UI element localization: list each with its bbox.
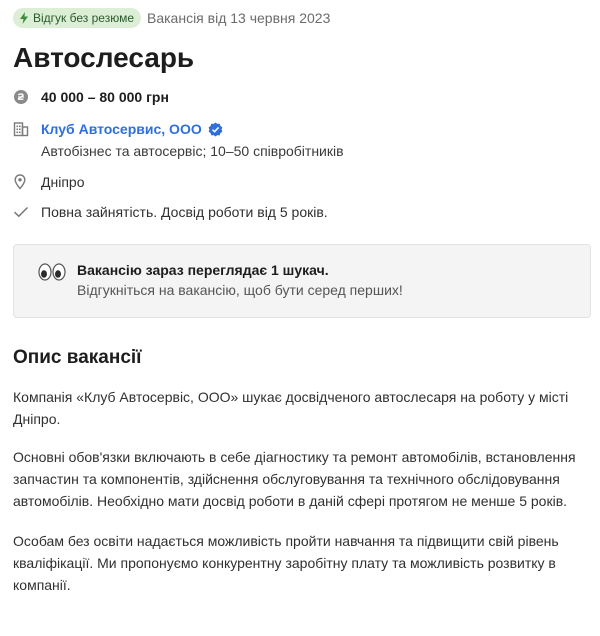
page-title: Автослесарь [13,42,195,73]
coin-icon [13,89,29,105]
company-description: Автобізнес та автосервіс; 10–50 співробітників [41,143,344,159]
building-icon [13,121,29,137]
company-name[interactable]: Клуб Автосервис, ООО [41,121,202,137]
check-icon [13,205,29,219]
viewers-notice [13,244,591,318]
description-heading: Опис вакансії [13,347,142,368]
verified-icon [208,122,223,137]
vacancy-meta [13,6,593,30]
salary-row [13,87,593,109]
salary-range: 40 000 – 80 000 грн [41,89,169,105]
company-row [13,119,593,161]
city-row [13,172,593,192]
notice-title: Вакансію зараз переглядає 1 шукач. [77,262,329,278]
employment-info: Повна зайнятість. Досвід роботи від 5 років. [41,204,328,220]
posted-date: Вакансія від 13 червня 2023 [147,10,331,26]
description-paragraph: Основні обов'язки включають в себе діагностику та ремонт автомобілів, встановлення запчастин та компонентів, здійснення обслуговування та технічного обслідовування автомобілів. Необхідно мати досвід роботи в даній сфері протягом не менше 5 років. [13,449,576,509]
notice-text [77,260,403,300]
eyes-icon [37,262,67,282]
description-paragraph: Особам без освіти надається можливість пройти навчання та підвищити свій рівень кваліфікації. Ми пропонуємо конкурентну заробітну плату та можливість розвитку в компанії. [13,533,559,593]
badge-label: Відгук без резюме [33,11,134,25]
notice-subtitle: Відгукніться на вакансію, щоб бути серед перших! [77,282,403,298]
vacancy-description [13,386,593,596]
vacancy-page [13,0,593,596]
location-pin-icon [13,174,27,190]
company-link[interactable] [41,119,223,139]
company-block [41,119,344,161]
description-paragraph: Компанія «Клуб Автосервіс, ООО» шукає досвідченого автослесаря на роботу у місті Дніпро. [13,389,569,427]
city: Дніпро [41,174,85,190]
no-resume-badge [13,8,141,28]
employment-row [13,202,593,222]
bolt-icon [19,12,29,24]
